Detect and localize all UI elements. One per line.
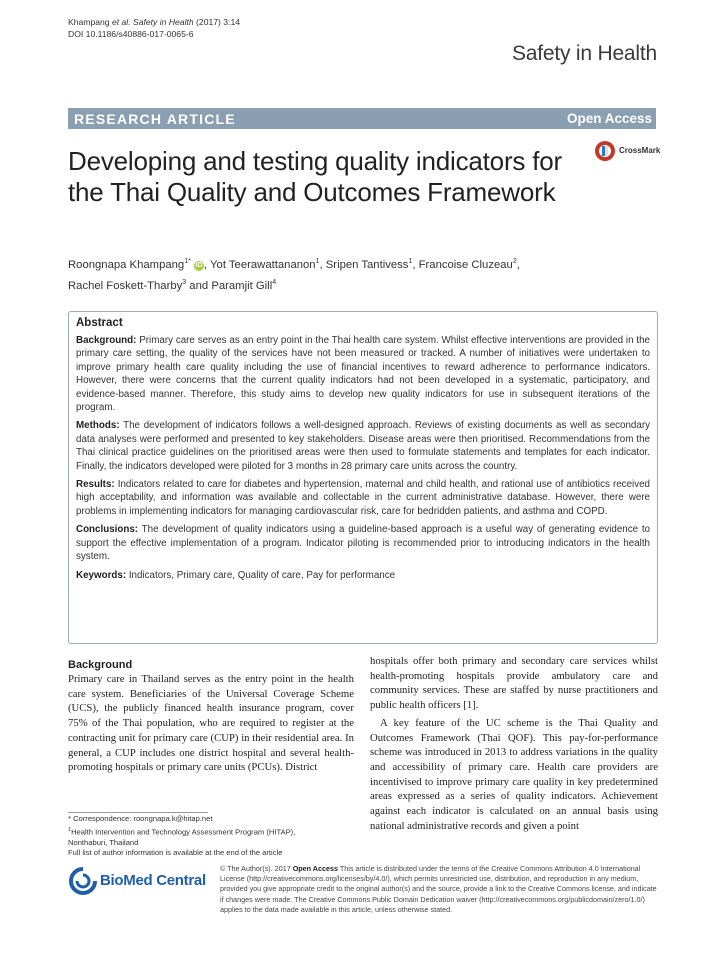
section-text: Indicators related to care for diabetes and hypertension, maternal and child health, and rational use of antibiotics received high acceptability, and information was available and collectable in the current administrative database. However, there were problems in implementing indicators for managing cardiovascular risk, care for bedridden patients, and asthma and COPD. (76, 479, 650, 517)
license-text: This article is distributed under the terms of the Creative Commons Attribution 4.0 International License (http://creativecommons.org/licenses/by/4.0/), which permits unrestricted use, distribution, and reproduction in any medium, provided you give appropriate credit to the original author(s) and the source, provide a link to the Creative Commons license, and indicate if changes were made. The Creative Commons Public Domain Dedication waiver (http://creativecommons.org/publicdomain/zero/1.0/) applies to the data made available in this article, unless otherwise stated. (220, 864, 657, 914)
body-paragraph: Primary care in Thailand serves as the entry point in the health care system. Beneficiaries of the Universal Coverage Scheme (UCS), the publicly financed health insurance program, cover 75% of the Thai population, who are required to register at the contracting unit for primary care (CUP) in their residential area. In general, a CUP includes one district hospital and several health-promoting hospitals or primary care units (PCUs). District (68, 673, 354, 774)
author-name[interactable]: Francoise Cluzeau (418, 258, 513, 271)
author-affil: 1 (408, 258, 413, 265)
section-text: The development of quality indicators using a guideline-based approach is a useful way of generating evidence to support the effective implementation of a program. Indicator piloting is recommended prior to introducing indicators in the health system. (76, 524, 651, 563)
body-paragraph: hospitals offer both primary and secondary care services whilst health-promoting hospitals provide ambulatory care and community services. These are staffed by nurse practitioners and public health officers [1]. (370, 655, 658, 712)
section-label: Keywords: (76, 569, 127, 581)
citation-year: (2017) 3:14 (196, 17, 241, 27)
section-text: The development of indicators follows a well-designed approach. Reviews of existing documents as well as secondary data analyses were performed and presented to key stakeholders. Disease areas were then prioritised. Recommendations from the Thai clinical practice guidelines on the prioritised areas were then used to formulate statements and templates for each indicator. Finally, the indicators developed were piloted for 3 months in 28 primary care units across the country. (76, 420, 650, 472)
affiliation (68, 825, 354, 838)
abstract-methods (76, 419, 650, 473)
citation-author: Khampang (68, 17, 110, 27)
biomed-central-icon (68, 866, 98, 896)
crossmark-label: CrossMark (619, 146, 661, 155)
author-name[interactable]: Rachel Foskett-Tharby (68, 279, 183, 292)
copyright: © The Author(s). 2017 (220, 864, 291, 873)
footnote-divider (68, 812, 208, 813)
author-affil: 1 (315, 258, 320, 265)
article-type-banner (68, 108, 656, 129)
section-label: Conclusions: (76, 524, 139, 536)
author-affil: 4 (272, 278, 277, 286)
citation-line (68, 16, 240, 40)
author-name[interactable]: Roongnapa Khampang (68, 258, 185, 271)
article-type: RESEARCH ARTICLE (74, 111, 236, 127)
body-paragraph: A key feature of the UC scheme is the Thai Quality and Outcomes Framework (Thai QOF). This pay-for-performance scheme was introduced in 2013 to address variations in the quality and accessibility of primary care. Health care providers are incentivised to improve primary care quality in key predetermined areas expressed as a series of quality indicators. Achievement against each indicator is calculated on an annual basis using national administrative records and given a point (370, 716, 658, 832)
section-text: Primary care serves as an entry point in the Thai health care system. Whilst effective interventions are provided in the primary care setting, the quality of the services have not been measured or tracked. A number of initiatives were undertaken to improve primary health care quality including the use of financial incentives to reward adherence to performance indicators. However, there were concerns that the current quality indicators had not been developed in a systematic, participatory, and evidence-based manner. Therefore, this study aims to develop new quality indicators for use in subsequent iterations of the program. (76, 335, 650, 414)
correspondence[interactable]: * Correspondence: roongnapa.k@hitap.net (68, 814, 213, 823)
affiliation-city: Nonthaburi, Thailand (68, 837, 139, 847)
author-list: Roongnapa Khampang$^{1*}$ iD , Yot Teerawattananon$^1$, Sripen Tantivess$^1$, Francoise Cluzeau$^2$, Rachel Foskett-Tharby$^3$ and Paramjit Gill$^4$ (68, 258, 520, 292)
publisher-logo (68, 866, 218, 896)
abstract-box (68, 311, 658, 644)
abstract-background (76, 334, 650, 414)
crossmark-icon (594, 140, 616, 162)
section-text: Indicators, Primary care, Quality of care, Pay for performance (128, 569, 396, 581)
author-affil: 2 (512, 258, 517, 265)
body-column-right (370, 654, 658, 833)
citation-etal: et al. Safety in Health (111, 17, 194, 27)
crossmark-badge[interactable] (594, 140, 674, 162)
abstract-heading: Abstract (76, 317, 123, 329)
section-heading: Background (68, 659, 133, 671)
publisher-name: BioMed Central (100, 872, 206, 889)
author-affil: 1* (184, 258, 191, 265)
author-name[interactable]: Yot Teerawattananon (210, 258, 316, 271)
abstract-results (76, 478, 650, 518)
author-name[interactable]: Paramjit Gill (211, 279, 273, 292)
abstract-conclusions (76, 523, 650, 563)
affiliation-line: Health Intervention and Technology Assessment Program (HITAP), (71, 827, 296, 837)
license-statement (220, 864, 660, 915)
open-access-label: Open Access (566, 111, 652, 126)
author-name[interactable]: Sripen Tantivess (325, 258, 409, 271)
affil-number: 1 (68, 826, 72, 833)
section-label: Background: (76, 335, 137, 346)
open-access-bold: Open Access (292, 864, 338, 873)
journal-name: Safety in Health (511, 42, 657, 65)
body-column-left (68, 658, 354, 775)
orcid-icon[interactable]: iD (195, 261, 203, 269)
section-label: Methods: (76, 420, 120, 432)
section-label: Results: (76, 479, 115, 491)
article-title: Developing and testing quality indicators for the Thai Quality and Outcomes Framework (68, 146, 562, 207)
author-info-note: Full list of author information is available at the end of the article (68, 848, 283, 858)
doi[interactable]: DOI 10.1186/s40886-017-0065-6 (68, 29, 194, 39)
author-affil: 3 (182, 278, 187, 286)
footnote (68, 814, 354, 859)
abstract-keywords (76, 569, 650, 582)
